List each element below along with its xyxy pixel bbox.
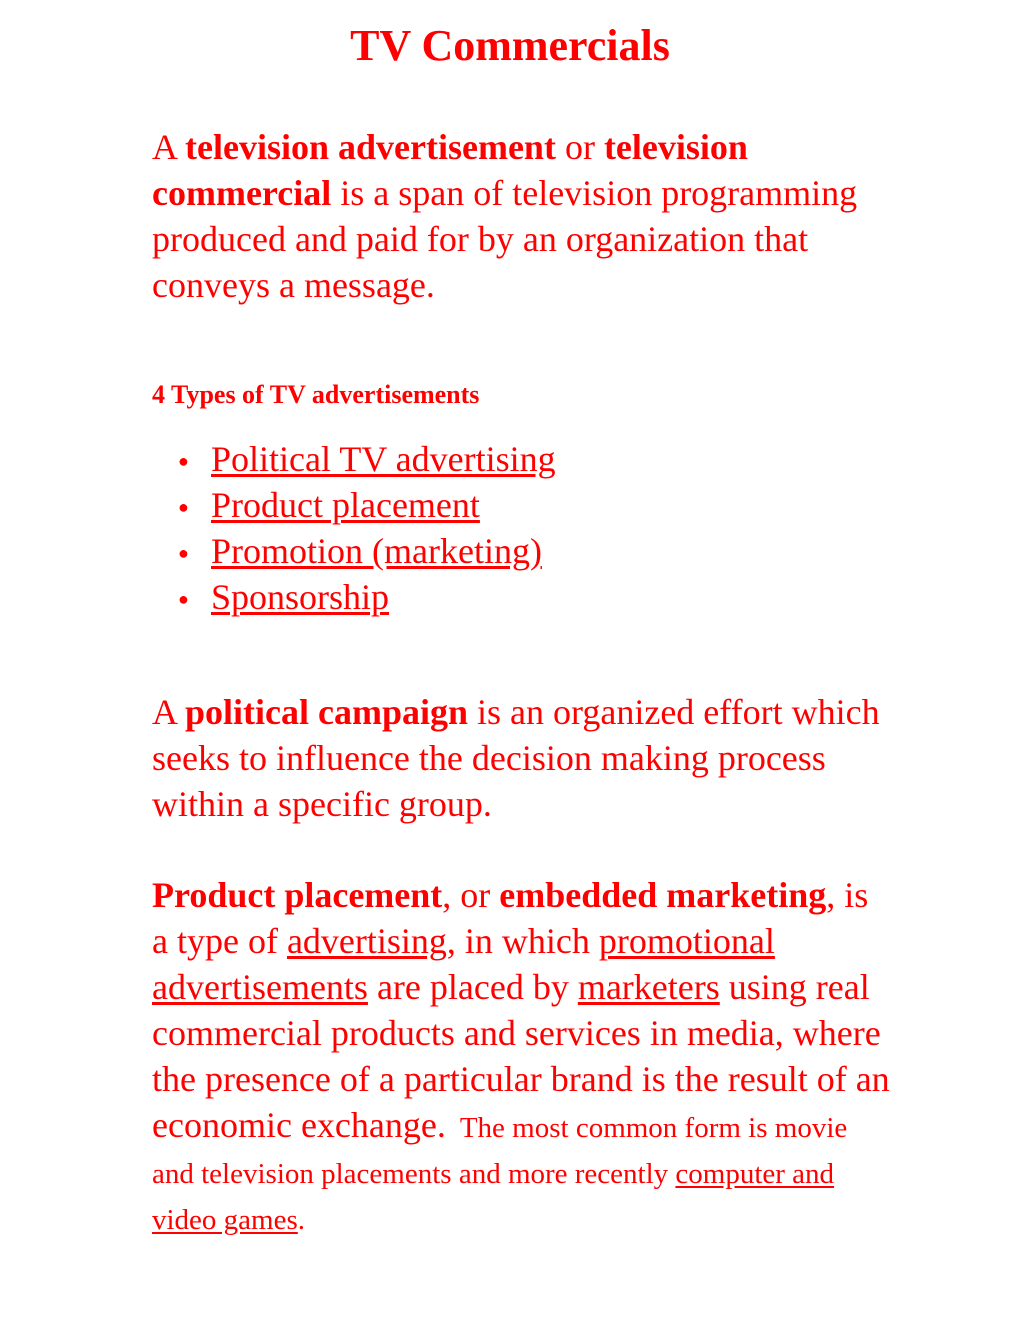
link-product-placement[interactable]: Product placement bbox=[211, 485, 480, 525]
intro-text: is a span of television programming produced and paid for by an organization that conveys a message. bbox=[152, 173, 858, 305]
political-paragraph bbox=[152, 689, 892, 827]
link-promotion-marketing[interactable]: Promotion (marketing) bbox=[211, 531, 542, 571]
term-television-advertisement: television advertisement bbox=[185, 127, 556, 167]
bullet-icon: ● bbox=[178, 543, 189, 563]
term-television-commercial: television commercial bbox=[152, 127, 748, 213]
placement-text: using real commercial products and services in media, where the presence of a particular brand is the result of an economic exchange. bbox=[152, 967, 890, 1145]
placement-text: are placed by bbox=[367, 967, 578, 1007]
term-political-campaign: political campaign bbox=[185, 692, 469, 732]
link-advertising[interactable]: advertising bbox=[286, 921, 447, 961]
types-heading: 4 Types of TV advertisements bbox=[152, 380, 480, 409]
list-item bbox=[0, 482, 556, 528]
intro-text: or bbox=[555, 127, 604, 167]
placement-paragraph bbox=[152, 872, 892, 1240]
bullet-icon: ● bbox=[178, 497, 189, 517]
link-promotional[interactable]: promotional bbox=[598, 921, 775, 961]
list-item bbox=[0, 436, 556, 482]
link-advertisements[interactable]: advertisements bbox=[152, 967, 368, 1007]
political-text: is an organized effort which seeks to influence the decision making process within a specific group. bbox=[152, 692, 880, 824]
placement-text: , is a type of bbox=[152, 875, 869, 961]
bullet-icon: ● bbox=[178, 589, 189, 609]
political-text: A bbox=[152, 692, 186, 732]
link-sponsorship[interactable]: Sponsorship bbox=[211, 577, 390, 617]
intro-paragraph bbox=[152, 124, 892, 308]
placement-text: . bbox=[297, 1204, 306, 1236]
bullet-icon: ● bbox=[178, 451, 189, 471]
placement-text: , or bbox=[442, 875, 500, 915]
link-computer-and-video-games[interactable]: computer and video games bbox=[152, 1158, 835, 1236]
link-political-tv-advertising[interactable]: Political TV advertising bbox=[211, 439, 556, 479]
page-title: TV Commercials bbox=[350, 21, 670, 70]
placement-text: , in which bbox=[446, 921, 599, 961]
link-marketers[interactable]: marketers bbox=[577, 967, 720, 1007]
term-embedded-marketing: embedded marketing bbox=[499, 875, 827, 915]
list-item bbox=[0, 574, 556, 620]
list-item bbox=[0, 528, 556, 574]
intro-text: A bbox=[152, 127, 186, 167]
placement-small-text: The most common form is movie and television placements and more recently bbox=[152, 1112, 855, 1190]
types-list bbox=[0, 436, 556, 620]
term-product-placement: Product placement bbox=[152, 875, 443, 915]
